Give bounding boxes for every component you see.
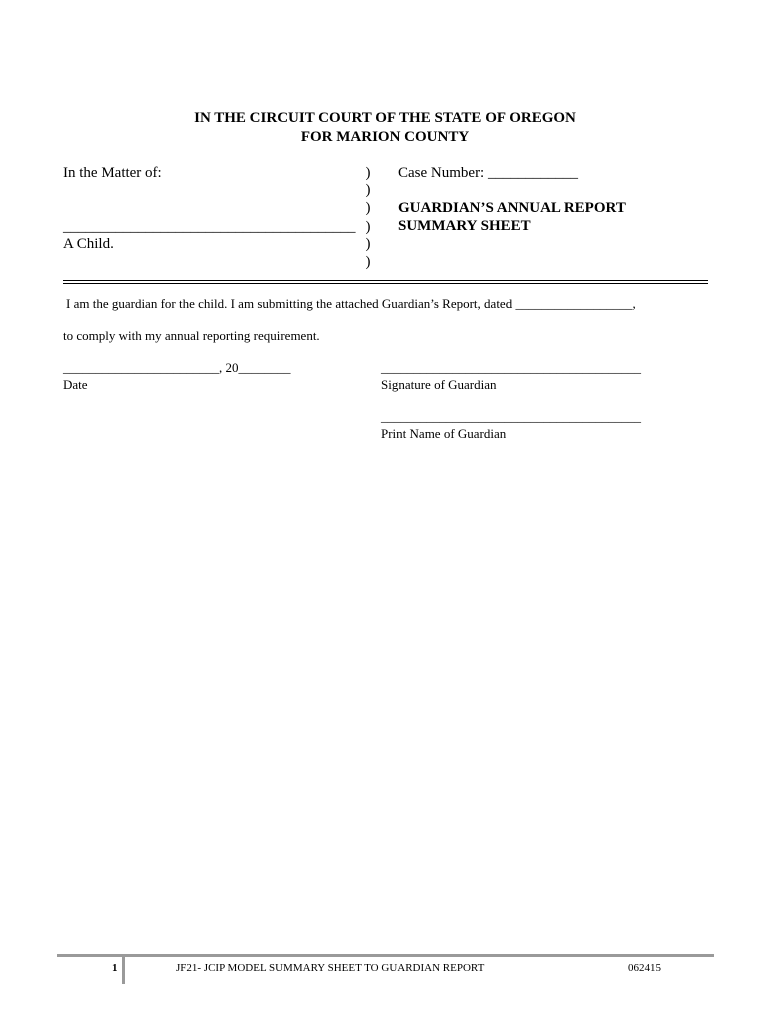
guardian-statement-line2: to comply with my annual reporting requirement. — [63, 328, 320, 343]
case-number-field: Case Number: ____________ — [398, 165, 578, 181]
page-number: 1 — [112, 962, 118, 974]
print-name-label: Print Name of Guardian — [381, 426, 507, 441]
caption-paren: ) — [365, 236, 371, 252]
footer-form-title: JF21- JCIP MODEL SUMMARY SHEET TO GUARDIAN REPORT — [176, 962, 485, 974]
date-blank: ________________________, 20________ — [63, 360, 291, 375]
court-heading-line2: FOR MARION COUNTY — [300, 129, 470, 145]
caption-paren: ) — [365, 219, 371, 235]
guardian-statement-line1: I am the guardian for the child. I am submitting the attached Guardian’s Report, dated __________________, — [66, 296, 636, 311]
footer-page-divider — [122, 956, 125, 984]
matter-label: In the Matter of: — [63, 165, 162, 181]
signature-label: Signature of Guardian — [381, 377, 497, 392]
document-title-line1: GUARDIAN’S ANNUAL REPORT — [398, 200, 626, 216]
child-label: A Child. — [63, 236, 114, 252]
caption-paren: ) — [365, 182, 371, 198]
footer-form-code: 062415 — [628, 962, 661, 974]
caption-paren: ) — [365, 254, 371, 270]
date-label: Date — [63, 377, 88, 392]
print-name-blank: ________________________________________ — [381, 409, 641, 424]
caption-divider-top — [63, 280, 708, 281]
caption-paren: ) — [365, 200, 371, 216]
caption-paren: ) — [365, 165, 371, 181]
signature-blank: ________________________________________ — [381, 360, 641, 375]
footer-rule — [57, 954, 714, 957]
caption-divider-bottom — [63, 283, 708, 284]
court-heading-line1: IN THE CIRCUIT COURT OF THE STATE OF OREGON — [194, 110, 576, 126]
child-name-blank: _______________________________________ — [63, 219, 356, 235]
document-title-line2: SUMMARY SHEET — [398, 218, 531, 234]
